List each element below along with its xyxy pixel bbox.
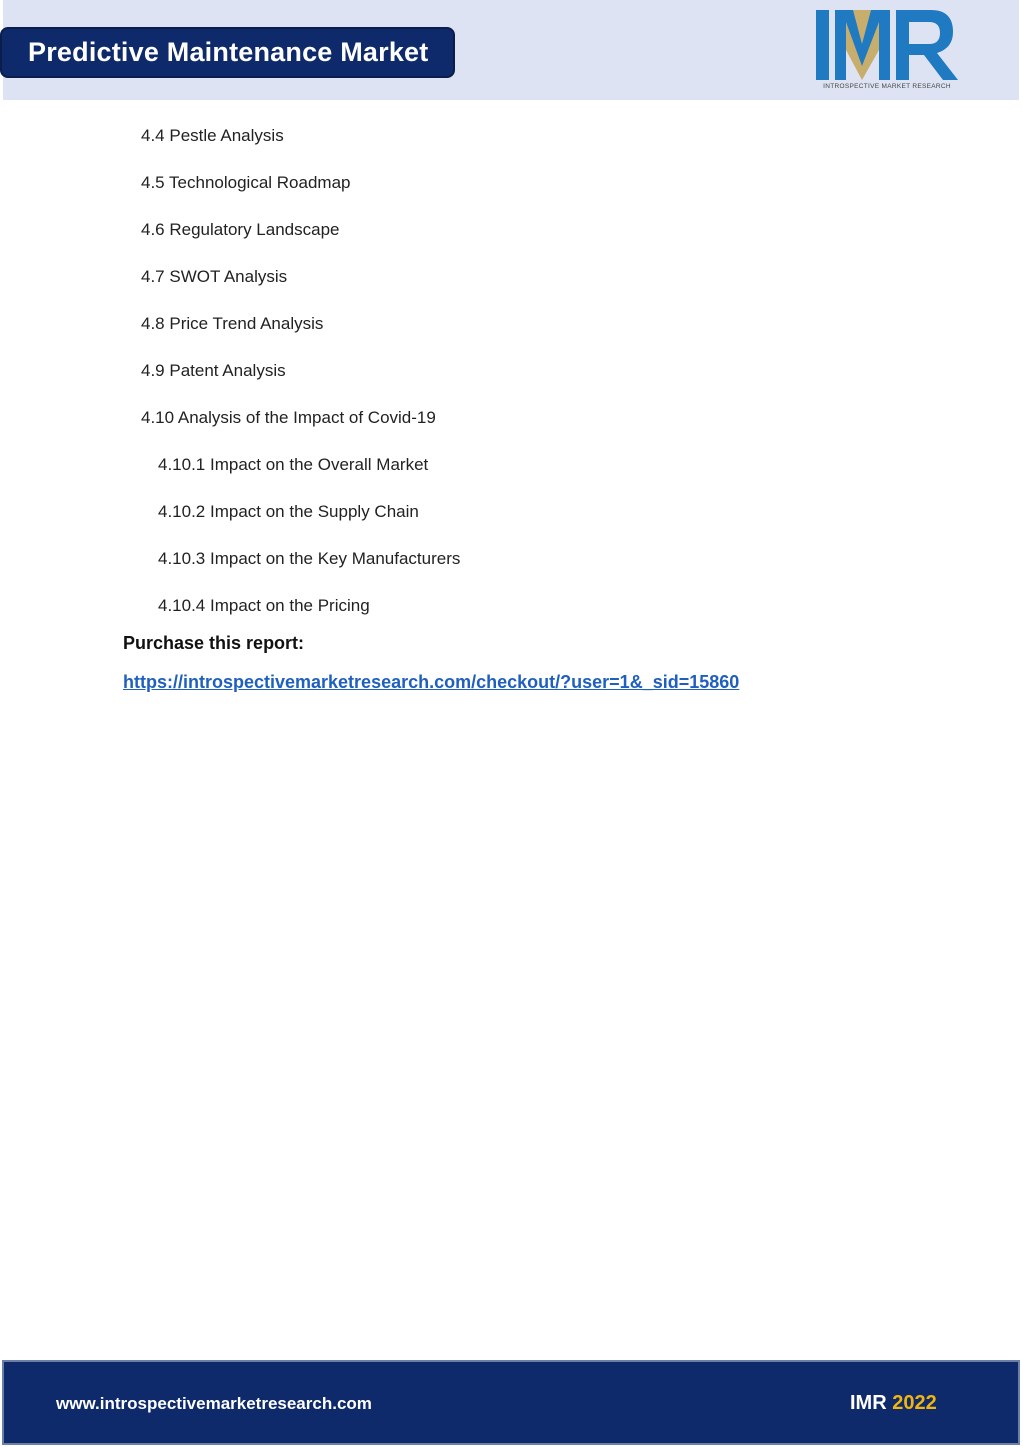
toc-item: 4.4 Pestle Analysis bbox=[141, 126, 284, 145]
toc-subitem: 4.10.4 Impact on the Pricing bbox=[158, 596, 370, 615]
footer-website: www.introspectivemarketresearch.com bbox=[56, 1394, 372, 1413]
toc-item: 4.10 Analysis of the Impact of Covid-19 bbox=[141, 408, 436, 427]
purchase-link[interactable]: https://introspectivemarketresearch.com/checkout/?user=1&_sid=15860 bbox=[123, 672, 740, 692]
toc-item: 4.9 Patent Analysis bbox=[141, 361, 286, 380]
report-title-box bbox=[0, 27, 455, 78]
purchase-label: Purchase this report: bbox=[123, 633, 305, 653]
toc-item: 4.5 Technological Roadmap bbox=[141, 173, 351, 192]
toc-item: 4.8 Price Trend Analysis bbox=[141, 314, 324, 333]
footer-band bbox=[2, 1360, 1020, 1445]
imr-logo-icon bbox=[813, 10, 961, 82]
toc-subitem: 4.10.1 Impact on the Overall Market bbox=[158, 455, 429, 474]
footer-brand-name: IMR bbox=[850, 1392, 887, 1414]
toc-item: 4.6 Regulatory Landscape bbox=[141, 220, 340, 239]
report-title: Predictive Maintenance Market bbox=[28, 37, 429, 67]
footer-year: 2022 bbox=[892, 1392, 937, 1414]
footer-brand bbox=[850, 1392, 937, 1415]
logo-caption: INTROSPECTIVE MARKET RESEARCH bbox=[823, 83, 951, 90]
toc-subitem: 4.10.3 Impact on the Key Manufacturers bbox=[158, 549, 461, 568]
imr-logo bbox=[813, 10, 961, 96]
toc-item: 4.7 SWOT Analysis bbox=[141, 267, 288, 286]
toc-subitem: 4.10.2 Impact on the Supply Chain bbox=[158, 502, 419, 521]
